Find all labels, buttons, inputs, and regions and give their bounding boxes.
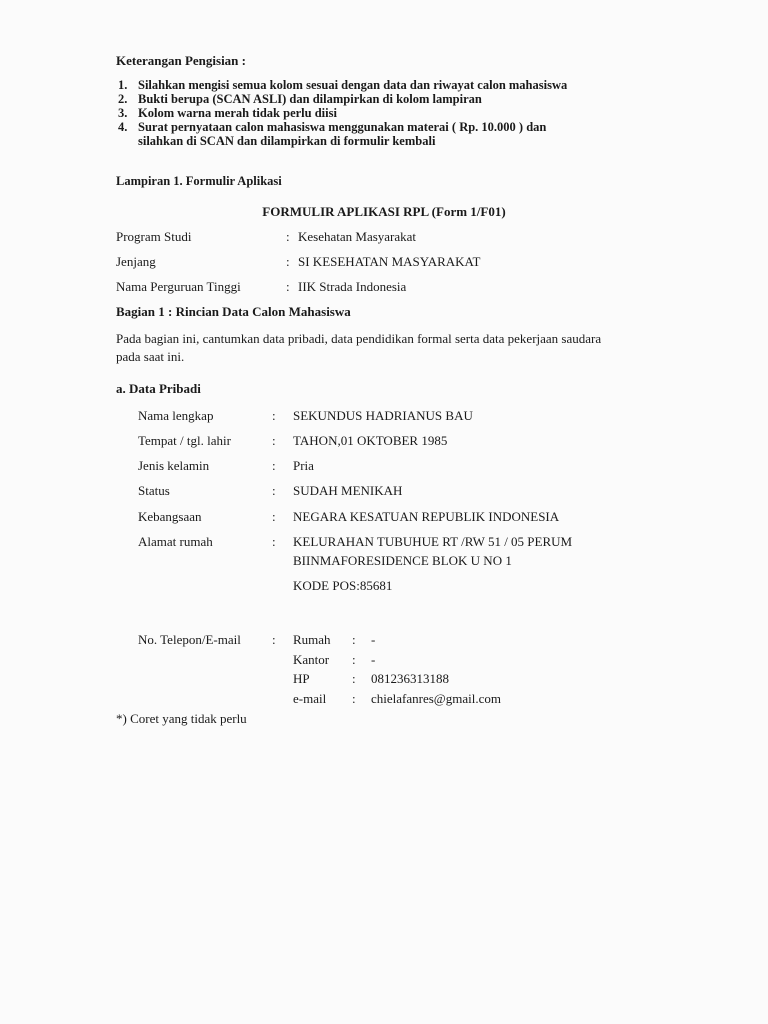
contact-item-label: HP xyxy=(293,671,310,686)
section-description: pada saat ini. xyxy=(116,349,185,364)
instruction-item xyxy=(118,120,546,135)
field-value: Pria xyxy=(293,458,314,473)
contact-item-label: Rumah xyxy=(293,632,331,647)
contact-item-value: - xyxy=(371,652,376,667)
field-value: TAHON,01 OKTOBER 1985 xyxy=(293,433,448,448)
field-label: Nama lengkap xyxy=(138,408,214,423)
program-info-value: : SI KESEHATAN MASYARAKAT xyxy=(286,254,481,269)
field-colon: : xyxy=(272,534,276,549)
instruction-item xyxy=(118,106,337,121)
contact-item-label: e-mail xyxy=(293,691,327,706)
field-colon: : xyxy=(272,458,276,473)
field-colon: : xyxy=(272,509,276,524)
field-colon: : xyxy=(352,671,356,686)
field-label: Jenis kelamin xyxy=(138,458,210,473)
instruction-text: Silahkan mengisi semua kolom sesuai dengan data dan riwayat calon mahasiswa xyxy=(138,78,568,92)
instruction-text: Bukti berupa (SCAN ASLI) dan dilampirkan di kolom lampiran xyxy=(138,92,482,106)
field-value-continued: BIINMAFORESIDENCE BLOK U NO 1 xyxy=(293,553,512,568)
instruction-text-continued: silahkan di SCAN dan dilampirkan di formulir kembali xyxy=(138,134,436,148)
field-colon: : xyxy=(352,691,356,706)
field-value: SEKUNDUS HADRIANUS BAU xyxy=(293,408,473,423)
instructions-heading: Keterangan Pengisian : xyxy=(116,53,246,68)
program-info-label: Nama Perguruan Tinggi xyxy=(116,279,241,294)
contact-label: No. Telepon/E-mail xyxy=(138,632,241,647)
program-info-label: Program Studi xyxy=(116,229,192,244)
field-value: NEGARA KESATUAN REPUBLIK INDONESIA xyxy=(293,509,560,524)
program-info-value: : Kesehatan Masyarakat xyxy=(286,229,417,244)
section-title: Bagian 1 : Rincian Data Calon Mahasiswa xyxy=(116,304,351,319)
instruction-item xyxy=(118,92,482,107)
field-colon: : xyxy=(272,483,276,498)
field-label: Alamat rumah xyxy=(138,534,213,549)
form-title: FORMULIR APLIKASI RPL (Form 1/F01) xyxy=(262,204,506,219)
field-colon: : xyxy=(272,408,276,423)
contact-item-value: 081236313188 xyxy=(371,671,449,686)
program-info-value: : IIK Strada Indonesia xyxy=(286,279,407,294)
program-info-label: Jenjang xyxy=(116,254,156,269)
field-value: KELURAHAN TUBUHUE RT /RW 51 / 05 PERUM xyxy=(293,534,573,549)
lampiran-heading: Lampiran 1. Formulir Aplikasi xyxy=(116,174,282,188)
field-label: Tempat / tgl. lahir xyxy=(138,433,231,448)
instruction-number: 2. xyxy=(118,92,128,106)
contact-item-label: Kantor xyxy=(293,652,330,667)
section-description: Pada bagian ini, cantumkan data pribadi, data pendidikan formal serta data pekerjaan saudara xyxy=(116,331,602,346)
instruction-text: Kolom warna merah tidak perlu diisi xyxy=(138,106,337,120)
footnote: *) Coret yang tidak perlu xyxy=(116,711,247,726)
field-colon: : xyxy=(352,652,356,667)
field-label: Status xyxy=(138,483,170,498)
field-value: SUDAH MENIKAH xyxy=(293,483,403,498)
contact-item-value: chielafanres@gmail.com xyxy=(371,691,501,706)
instruction-number: 1. xyxy=(118,78,128,92)
subsection-title: a. Data Pribadi xyxy=(116,381,201,396)
instruction-number: 4. xyxy=(118,120,128,134)
instruction-item xyxy=(118,78,567,93)
field-colon: : xyxy=(352,632,356,647)
field-colon: : xyxy=(272,433,276,448)
postal-code: KODE POS:85681 xyxy=(293,578,393,593)
field-colon: : xyxy=(272,632,276,647)
instruction-text: Surat pernyataan calon mahasiswa menggunakan materai ( Rp. 10.000 ) dan xyxy=(138,120,547,134)
instruction-number: 3. xyxy=(118,106,128,120)
contact-item-value: - xyxy=(371,632,376,647)
field-label: Kebangsaan xyxy=(138,509,202,524)
